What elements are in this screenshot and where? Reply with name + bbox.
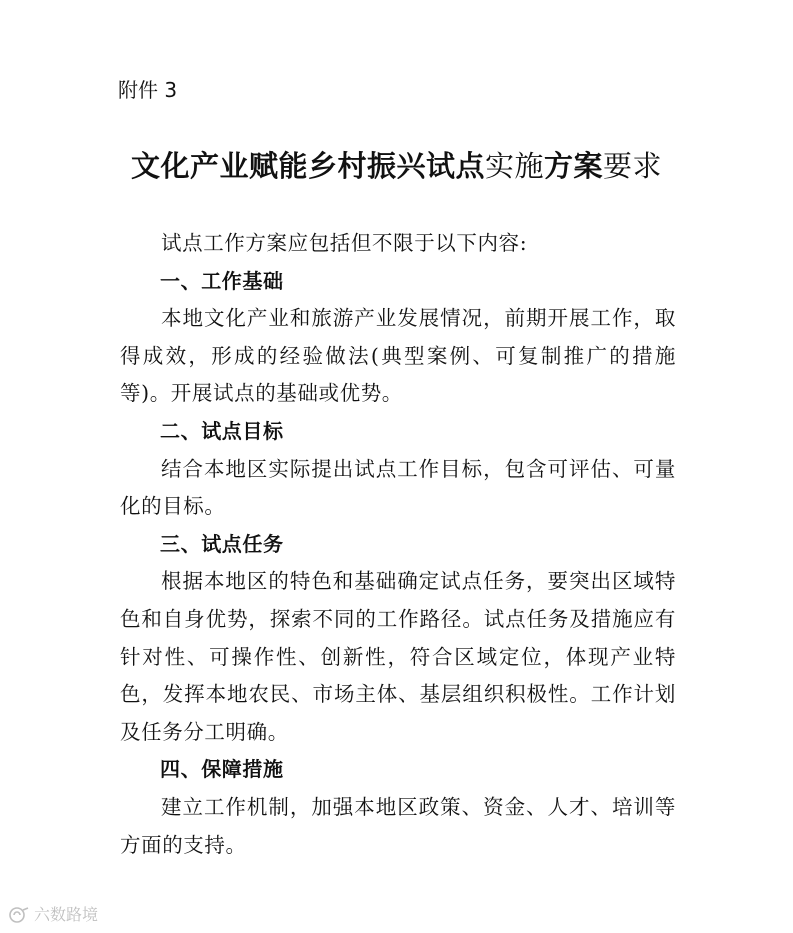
title-part-4: 要求 xyxy=(603,149,663,183)
section-paragraph: 根据本地区的特色和基础确定试点任务，要突出区域特色和自身优势，探索不同的工作路径。试点任务及措施应有针对性、可操作性、创新性，符合区域定位，体现产业特色，发挥本地农民、市场主体、基层组织积极性。工作计划及任务分工明确。 xyxy=(120,569,676,744)
title-part-1: 文化产业赋能乡村振兴试点 xyxy=(130,149,485,183)
section-paragraph: 结合本地区实际提出试点工作目标，包含可评估、可量化的目标。 xyxy=(120,456,676,519)
watermark xyxy=(8,906,98,924)
section-heading: 四、保障措施 xyxy=(160,757,284,782)
section-heading: 二、试点目标 xyxy=(160,418,284,443)
section-paragraph: 本地文化产业和旅游产业发展情况，前期开展工作，取得成效，形成的经验做法(典型案例、可复制推广的措施等)。开展试点的基础或优势。 xyxy=(120,306,676,406)
document-title xyxy=(0,146,793,186)
document-body xyxy=(120,225,676,864)
attachment-label: 附件 3 xyxy=(118,78,178,102)
title-part-3: 方案 xyxy=(544,149,604,183)
watermark-text: 六数路境 xyxy=(34,905,99,924)
section-heading: 一、工作基础 xyxy=(160,268,284,293)
section-heading: 三、试点任务 xyxy=(160,531,284,556)
watermark-logo-icon xyxy=(8,906,30,924)
intro-paragraph: 试点工作方案应包括但不限于以下内容: xyxy=(161,231,528,255)
section-paragraph: 建立工作机制，加强本地区政策、资金、人才、培训等方面的支持。 xyxy=(120,794,676,857)
title-part-2: 实施 xyxy=(484,149,544,183)
